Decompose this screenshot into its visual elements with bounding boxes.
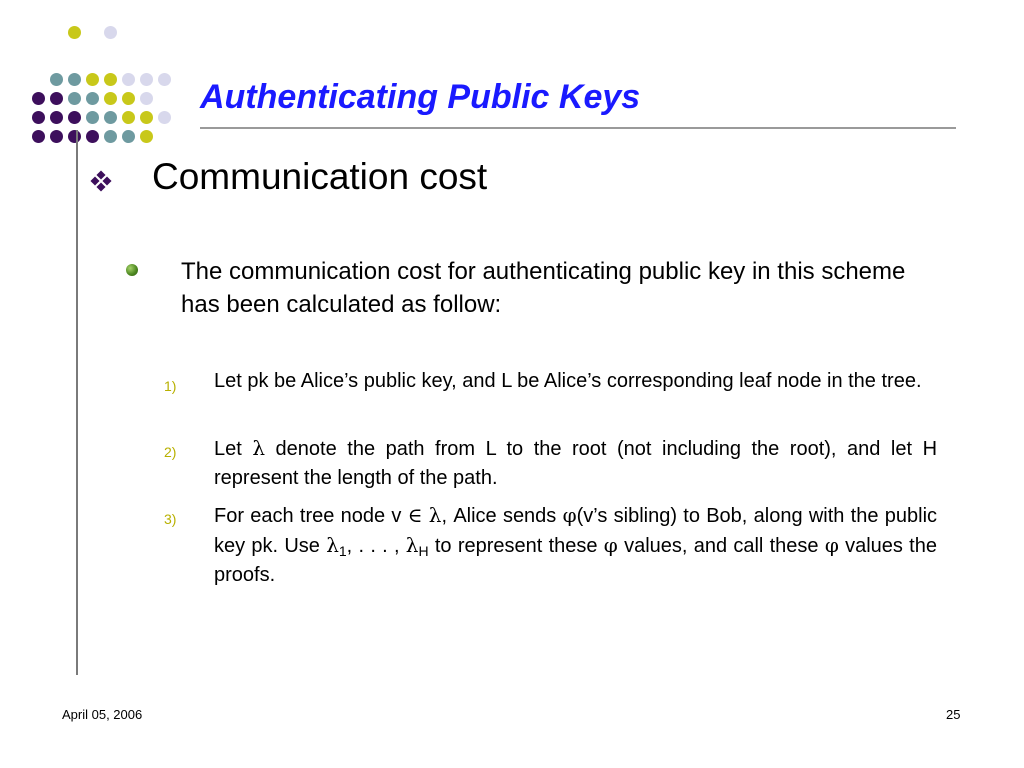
dot: [104, 111, 117, 124]
element-of-symbol: ∈: [407, 503, 423, 527]
dot: [32, 111, 45, 124]
list-item-text: Let pk be Alice’s public key, and L be Alice’s corresponding leaf node in the tree.: [214, 370, 922, 392]
dot: [68, 111, 81, 124]
list-item-text: Let λ denote the path from L to the root (not including the root), and let H represent the length of the path.: [214, 436, 938, 489]
footer-date: April 05, 2006: [62, 707, 143, 722]
subscript: H: [418, 543, 429, 559]
dot: [122, 92, 135, 105]
lambda-symbol: λ: [326, 533, 339, 557]
dot: [68, 130, 81, 143]
dot: [140, 130, 153, 143]
title-underline: [200, 127, 956, 129]
phi-symbol: φ: [562, 503, 577, 527]
list-number: 1): [164, 378, 177, 394]
diamond-flower-icon: [90, 170, 112, 192]
dot: [68, 92, 81, 105]
heading-communication-cost: Communication cost: [152, 156, 488, 197]
dot: [140, 92, 153, 105]
list-number: 3): [164, 511, 177, 527]
decorative-dot-grid: [0, 0, 180, 150]
dot: [104, 73, 117, 86]
dot: [86, 130, 99, 143]
dot: [104, 130, 117, 143]
intro-paragraph: The communication cost for authenticating public key in this scheme has been calculated as follow:: [181, 258, 906, 318]
phi-symbol: φ: [603, 533, 618, 557]
lambda-symbol: λ: [405, 533, 419, 557]
slide-title: Authenticating Public Keys: [200, 78, 641, 116]
lambda-symbol: λ: [252, 436, 266, 460]
dot: [32, 130, 45, 143]
vertical-rule: [76, 130, 78, 675]
subscript: 1: [338, 543, 347, 559]
phi-symbol: φ: [824, 533, 839, 557]
dot: [140, 73, 153, 86]
page-number: 25: [946, 707, 961, 722]
dot: [122, 111, 135, 124]
lambda-symbol: λ: [428, 503, 442, 527]
green-ball-icon: [126, 264, 138, 276]
dot: [158, 111, 171, 124]
dot: [86, 111, 99, 124]
dot: [104, 92, 117, 105]
dot: [86, 92, 99, 105]
dot: [122, 73, 135, 86]
dot: [86, 73, 99, 86]
dot: [32, 92, 45, 105]
list-number: 2): [164, 444, 177, 460]
dot: [68, 73, 81, 86]
list-item-text: For each tree node v ∈ λ, Alice sends φ(v’s sibling) to Bob, along with the public key pk. Use $\lambda_1$, . . . , $\lambda_H$ to represent these φ values, and call these φ values the proofs.: [214, 503, 938, 586]
dot: [68, 26, 81, 39]
dot: [104, 26, 117, 39]
dot: [50, 130, 63, 143]
dot: [158, 73, 171, 86]
dot: [50, 73, 63, 86]
dot: [50, 92, 63, 105]
dot: [122, 130, 135, 143]
dot: [50, 111, 63, 124]
dot: [140, 111, 153, 124]
